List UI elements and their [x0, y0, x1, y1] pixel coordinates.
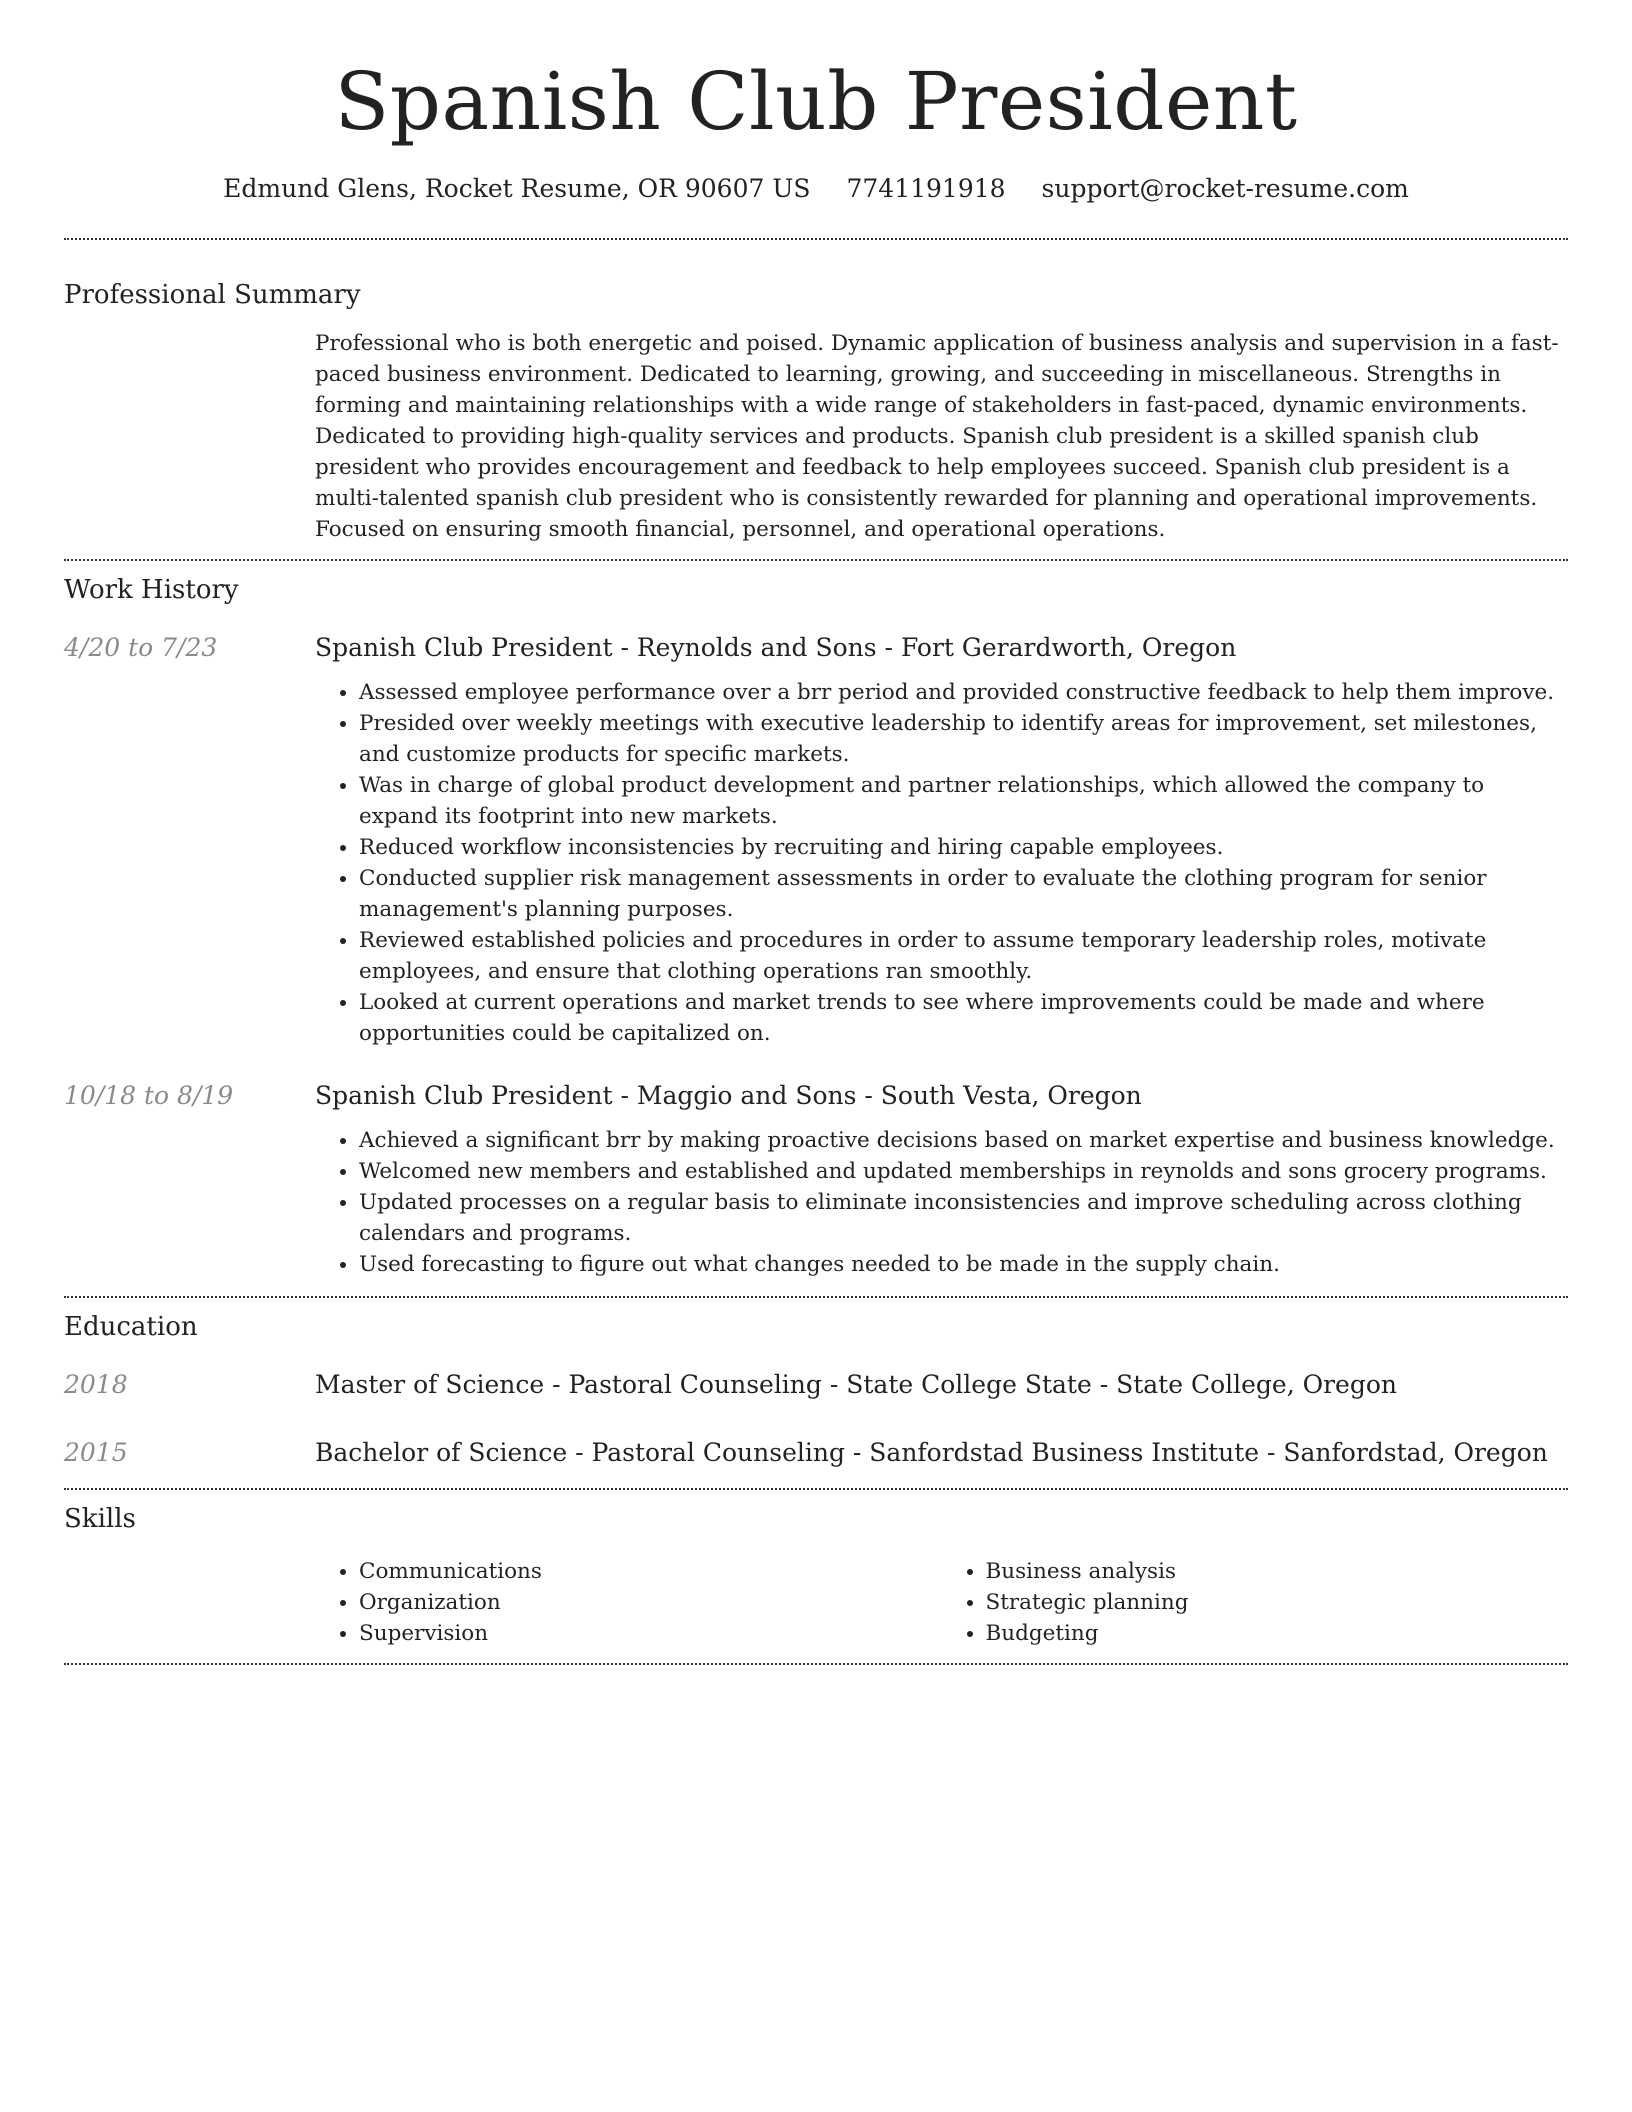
- section-title-education: Education: [64, 1312, 198, 1342]
- skills-row: [64, 1556, 1568, 1649]
- education-entry: [64, 1368, 1568, 1402]
- divider: [64, 1296, 1568, 1298]
- divider: [64, 1488, 1568, 1490]
- divider: [64, 1663, 1568, 1665]
- education-degree: Bachelor of Science - Pastoral Counseling - Sanfordstad Business Institute - Sanfordstad, Oregon: [315, 1438, 1548, 1467]
- skills-spacer: [64, 1556, 315, 1649]
- skills-grid: [315, 1556, 1568, 1649]
- job-entry: [64, 1079, 1568, 1280]
- education-degree: Master of Science - Pastoral Counseling - State College State - State College, Oregon: [315, 1370, 1398, 1399]
- skills-column: [315, 1556, 942, 1649]
- section-title-work: Work History: [64, 575, 239, 605]
- list-item: • Reviewed established policies and procedures in order to assume temporary leadership roles, motivate employees, and ensure that clothing operations ran smoothly.: [359, 925, 1568, 987]
- contact-line: [64, 172, 1568, 206]
- education-year: 2015: [64, 1438, 128, 1467]
- job-heading: Spanish Club President - Reynolds and Sons - Fort Gerardworth, Oregon: [315, 633, 1237, 662]
- summary-spacer: [64, 328, 315, 545]
- list-item: • Reduced workflow inconsistencies by recruiting and hiring capable employees.: [359, 832, 1568, 863]
- section-title-summary: Professional Summary: [64, 280, 361, 310]
- list-item: • Assessed employee performance over a brr period and provided constructive feedback to help them improve.: [359, 677, 1568, 708]
- skill-item: • Communications: [359, 1556, 942, 1587]
- job-dates: 4/20 to 7/23: [64, 633, 218, 662]
- list-item: • Achieved a significant brr by making proactive decisions based on market expertise and business knowledge.: [359, 1125, 1568, 1156]
- list-item: • Welcomed new members and established and updated memberships in reynolds and sons grocery programs.: [359, 1156, 1568, 1187]
- list-item: • Used forecasting to figure out what changes needed to be made in the supply chain.: [359, 1249, 1568, 1280]
- list-item: • Updated processes on a regular basis to eliminate inconsistencies and improve scheduling across clothing calendars and programs.: [359, 1187, 1568, 1249]
- job-dates: 10/18 to 8/19: [64, 1081, 234, 1110]
- job-bullets: [315, 677, 1568, 1049]
- job-entry: [64, 631, 1568, 1049]
- education-year: 2018: [64, 1370, 128, 1399]
- summary-row: [64, 328, 1568, 545]
- job-bullets: [315, 1125, 1568, 1280]
- skill-item: • Strategic planning: [986, 1587, 1569, 1618]
- skill-item: • Organization: [359, 1587, 942, 1618]
- list-item: • Looked at current operations and market trends to see where improvements could be made and where opportunities could be capitalized on.: [359, 987, 1568, 1049]
- skill-item: • Supervision: [359, 1618, 942, 1649]
- list-item: • Was in charge of global product development and partner relationships, which allowed the company to expand its footprint into new markets.: [359, 770, 1568, 832]
- skill-item: • Business analysis: [986, 1556, 1569, 1587]
- resume-name: Spanish Club President: [334, 55, 1298, 148]
- section-title-skills: Skills: [64, 1504, 136, 1534]
- list-item: • Presided over weekly meetings with executive leadership to identify areas for improvement, set milestones, and customize products for specific markets.: [359, 708, 1568, 770]
- summary-text: Professional who is both energetic and poised. Dynamic application of business analysis and supervision in a fast-paced business environment. Dedicated to learning, growing, and succeeding in miscellaneous. Strengths in forming and maintaining relationships with a wide range of stakeholders in fast-paced, dynamic environments. Dedicated to providing high-quality services and products. Spanish club president is a skilled spanish club president who provides encouragement and feedback to help employees succeed. Spanish club president is a multi-talented spanish club president who is consistently rewarded for planning and operational improvements. Focused on ensuring smooth financial, personnel, and operational operations.: [315, 331, 1559, 542]
- contact-address: Edmund Glens, Rocket Resume, OR 90607 US: [223, 174, 811, 203]
- list-item: • Conducted supplier risk management assessments in order to evaluate the clothing program for senior management's planning purposes.: [359, 863, 1568, 925]
- job-heading: Spanish Club President - Maggio and Sons - South Vesta, Oregon: [315, 1081, 1142, 1110]
- skills-column: [942, 1556, 1569, 1649]
- divider: [64, 559, 1568, 561]
- contact-email: support@rocket-resume.com: [1041, 174, 1409, 203]
- divider: [64, 238, 1568, 240]
- skill-item: • Budgeting: [986, 1618, 1569, 1649]
- education-entry: [64, 1436, 1568, 1470]
- contact-phone: 7741191918: [846, 174, 1006, 203]
- resume-page: [64, 0, 1568, 1665]
